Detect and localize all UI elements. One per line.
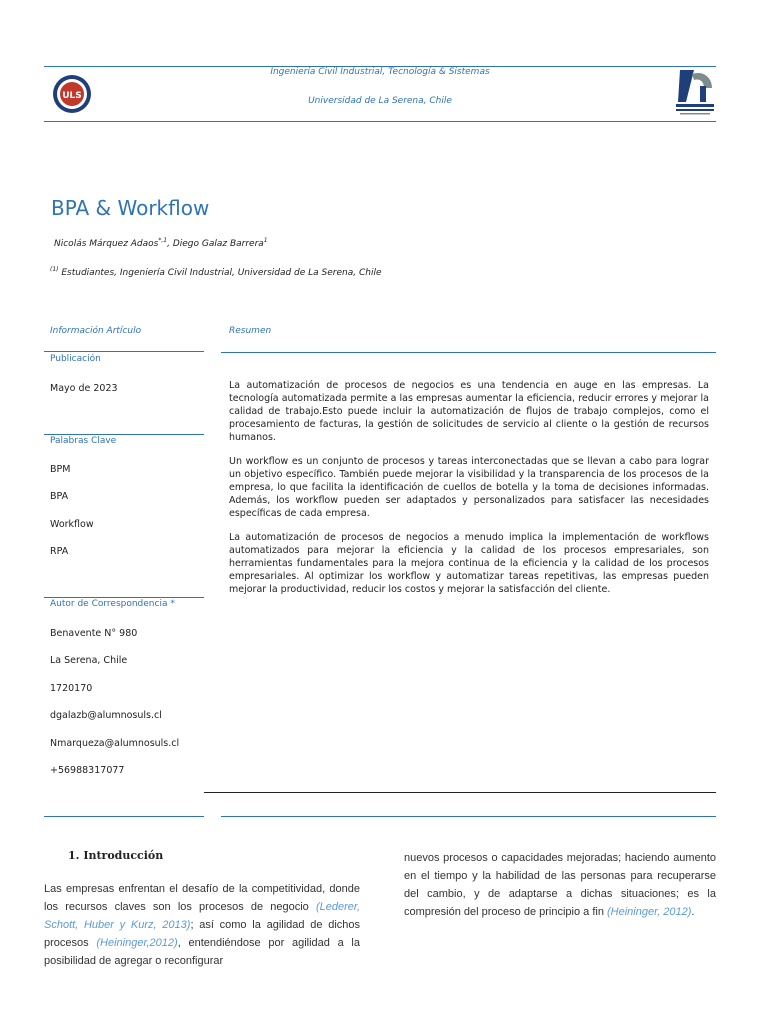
intro-left-text-a: Las empresas enfrentan el desafío de la competitividad, donde los recursos claves son los procesos de negocio <box>44 883 360 913</box>
article-info-label: Información Artículo <box>50 326 142 336</box>
header-bottom-rule <box>44 121 716 122</box>
intro-left-text-b: ; así como la agilidad de dichos procesos <box>44 919 361 949</box>
journal-affiliation: Universidad de La Serena, Chile <box>308 96 452 106</box>
affiliation-line <box>50 266 382 278</box>
sidebar-rule-3 <box>44 597 204 598</box>
author-1: Nicolás Márquez Adaos <box>54 239 159 249</box>
article-title: BPA & Workflow <box>51 196 210 220</box>
citation-lederer: (Lederer, Schott, Huber y Kurz, 2013) <box>44 901 360 931</box>
keyword-item: BPA <box>50 491 69 502</box>
correspondence-city: La Serena, Chile <box>50 655 128 666</box>
keywords-label: Palabras Clave <box>50 436 117 446</box>
affiliation-text: Estudiantes, Ingeniería Civil Industrial, Universidad de La Serena, Chile <box>58 268 382 278</box>
ici-logo <box>674 68 716 120</box>
journal-name: Ingeniería Civil Industrial, Tecnología & Sistemas <box>270 67 490 77</box>
intro-heading: 1. Introducción <box>68 849 164 862</box>
university-seal-logo <box>52 74 92 114</box>
author-2-sup: 1 <box>263 237 268 244</box>
university-seal-text: ULS <box>62 91 82 101</box>
citation-heininger-1: (Heininger,2012) <box>96 937 178 949</box>
intro-right-column <box>404 849 716 921</box>
author-line <box>54 237 268 249</box>
publication-label: Publicación <box>50 354 101 364</box>
correspondence-postal: 1720170 <box>50 683 93 694</box>
abstract-label: Resumen <box>229 326 272 336</box>
correspondence-phone: +56988317077 <box>50 765 125 776</box>
abstract-footer-rule <box>221 816 716 817</box>
affiliation-sup: (1) <box>50 266 59 273</box>
abstract-bottom-rule <box>204 792 716 793</box>
author-1-sup: *,1 <box>158 237 168 244</box>
correspondence-label: Autor de Correspondencia * <box>50 599 175 609</box>
keyword-item: BPM <box>50 464 71 475</box>
sidebar-rule-1 <box>44 351 204 352</box>
author-2: , Diego Galaz Barrera <box>167 239 264 249</box>
sidebar-bottom-rule <box>44 816 204 817</box>
correspondence-email-2[interactable]: Nmarqueza@alumnosuls.cl <box>50 738 180 749</box>
intro-left-column <box>44 880 360 970</box>
intro-left-text-c: , entendiéndose por agilidad a la posibilidad de agregar o reconfigurar <box>44 937 360 967</box>
keyword-item: Workflow <box>50 519 94 530</box>
sidebar-rule-2 <box>44 434 204 435</box>
abstract-paragraph: Un workflow es un conjunto de procesos y tareas interconectadas que se llevan a cabo para lograr un objetivo específico. También puede mejorar la visibilidad y la transparencia de los procesos de la empresa, lo que facilita la identificación de cuellos de botella y la toma de decisiones informadas. Además, los workflow pueden ser adaptados y personalizados para satisfacer las necesidades específicas de cada empresa. <box>229 456 709 519</box>
abstract-paragraph: La automatización de procesos de negocios es una tendencia en auge en las empresas. La tecnología automatizada permite a las empresas aumentar la eficiencia, reducir errores y mejorar la calidad de trabajo.Esto puede incluir la automatización de flujos de trabajo complejos, como el procesamiento de facturas, la gestión de solicitudes de servicio al cliente o la gestión de recursos humanos. <box>229 380 709 443</box>
intro-right-text-b: . <box>691 906 695 918</box>
keyword-item: RPA <box>50 546 69 557</box>
abstract-paragraph: La automatización de procesos de negocios a menudo implica la implementación de workflows automatizados para mejorar la eficiencia y la calidad de los procesos empresariales, son herramientas fundamentales para la mejora continua de la eficiencia y la calidad de los procesos empresariales. Al optimizar los workflow y automatizar tareas repetitivas, las empresas pueden mejorar la productividad, reducir los costos y mejorar la satisfacción del cliente. <box>229 532 709 595</box>
citation-heininger-2: (Heininger, 2012) <box>607 906 692 918</box>
abstract-body <box>229 379 709 607</box>
publication-date: Mayo de 2023 <box>50 383 118 394</box>
correspondence-email-1[interactable]: dgalazb@alumnosuls.cl <box>50 710 162 721</box>
correspondence-address: Benavente N° 980 <box>50 628 138 639</box>
intro-right-text-a: nuevos procesos o capacidades mejoradas; haciendo aumento en el tiempo y la habilidad de las personas para recuperarse del cambio, y de adaptarse a dichas situaciones; es la compresión del proceso de principio a fin <box>404 852 716 918</box>
abstract-top-rule <box>221 352 716 353</box>
